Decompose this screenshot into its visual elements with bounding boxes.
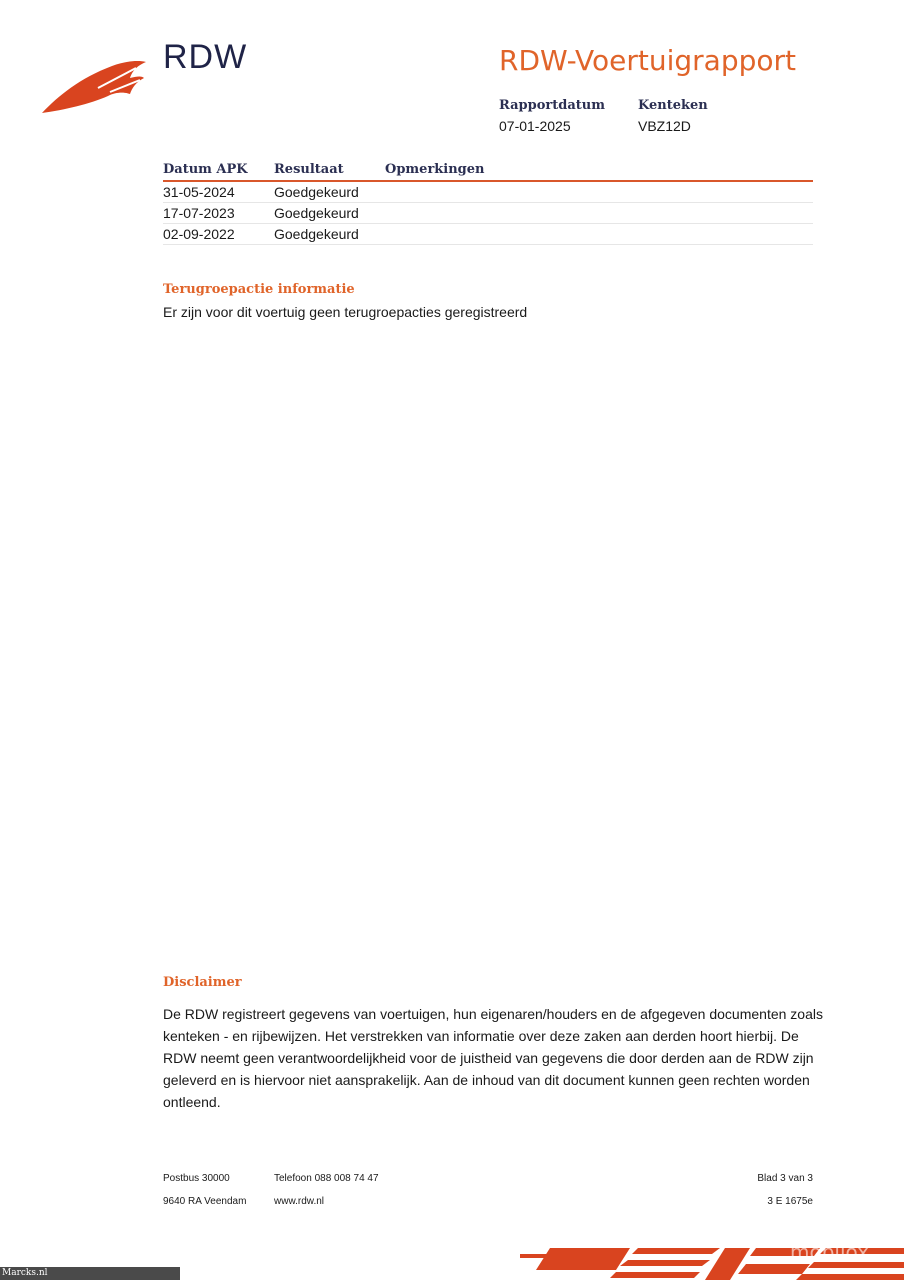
disclaimer-line: ontleend. — [163, 1094, 221, 1110]
disclaimer-line: geleverd en is hiervoor niet aansprakelijk. Aan de inhoud van dit document kunnen geen rechten worden — [163, 1072, 810, 1088]
footer-city: 9640 RA Veendam — [163, 1196, 247, 1207]
rdw-feather-logo-icon — [40, 58, 150, 116]
apk-result: Goedgekeurd — [274, 226, 359, 242]
apk-table — [163, 158, 813, 245]
apk-date: 17-07-2023 — [163, 205, 235, 221]
report-title: RDW-Voertuigrapport — [499, 44, 796, 77]
recall-text: Er zijn voor dit voertuig geen terugroepacties geregistreerd — [163, 304, 528, 320]
recall-title: Terugroepactie informatie — [163, 282, 355, 297]
watermark-bar — [0, 1267, 180, 1280]
column-header-result: Resultaat — [274, 161, 344, 177]
watermark-brand-text: mobilox — [790, 1240, 869, 1264]
apk-table-header — [163, 158, 813, 182]
watermark-site-text: Marcks.nl — [2, 1268, 48, 1278]
footer-postbus: Postbus 30000 — [163, 1173, 230, 1184]
table-row — [163, 203, 813, 224]
plate-label: Kenteken — [638, 98, 708, 113]
disclaimer-line: RDW neemt geen verantwoordelijkheid voor de juistheid van gegevens die door derden aan de RDW zijn — [163, 1050, 814, 1066]
plate-value: VBZ12D — [638, 118, 691, 134]
table-row — [163, 182, 813, 203]
footer-phone: Telefoon 088 008 74 47 — [274, 1173, 379, 1184]
footer-website: www.rdw.nl — [274, 1196, 325, 1207]
column-header-date: Datum APK — [163, 161, 248, 177]
table-row — [163, 224, 813, 245]
disclaimer-title: Disclaimer — [163, 975, 242, 990]
column-header-remarks: Opmerkingen — [385, 161, 485, 177]
disclaimer-line: De RDW registreert gegevens van voertuigen, hun eigenaren/houders en de afgegeven documenten zoals — [163, 1006, 823, 1022]
logo-text: RDW — [163, 38, 248, 76]
report-date-value: 07-01-2025 — [499, 118, 571, 134]
apk-date: 02-09-2022 — [163, 226, 235, 242]
disclaimer-text — [163, 1003, 823, 1113]
footer-page: Blad 3 van 3 — [757, 1173, 813, 1184]
apk-result: Goedgekeurd — [274, 205, 359, 221]
apk-result: Goedgekeurd — [274, 184, 359, 200]
footer-code: 3 E 1675e — [767, 1196, 813, 1207]
disclaimer-line: kenteken - en rijbewijzen. Het verstrekken van informatie over deze zaken aan derden hoort hierbij. De — [163, 1028, 799, 1044]
report-date-label: Rapportdatum — [499, 98, 605, 113]
apk-date: 31-05-2024 — [163, 184, 235, 200]
